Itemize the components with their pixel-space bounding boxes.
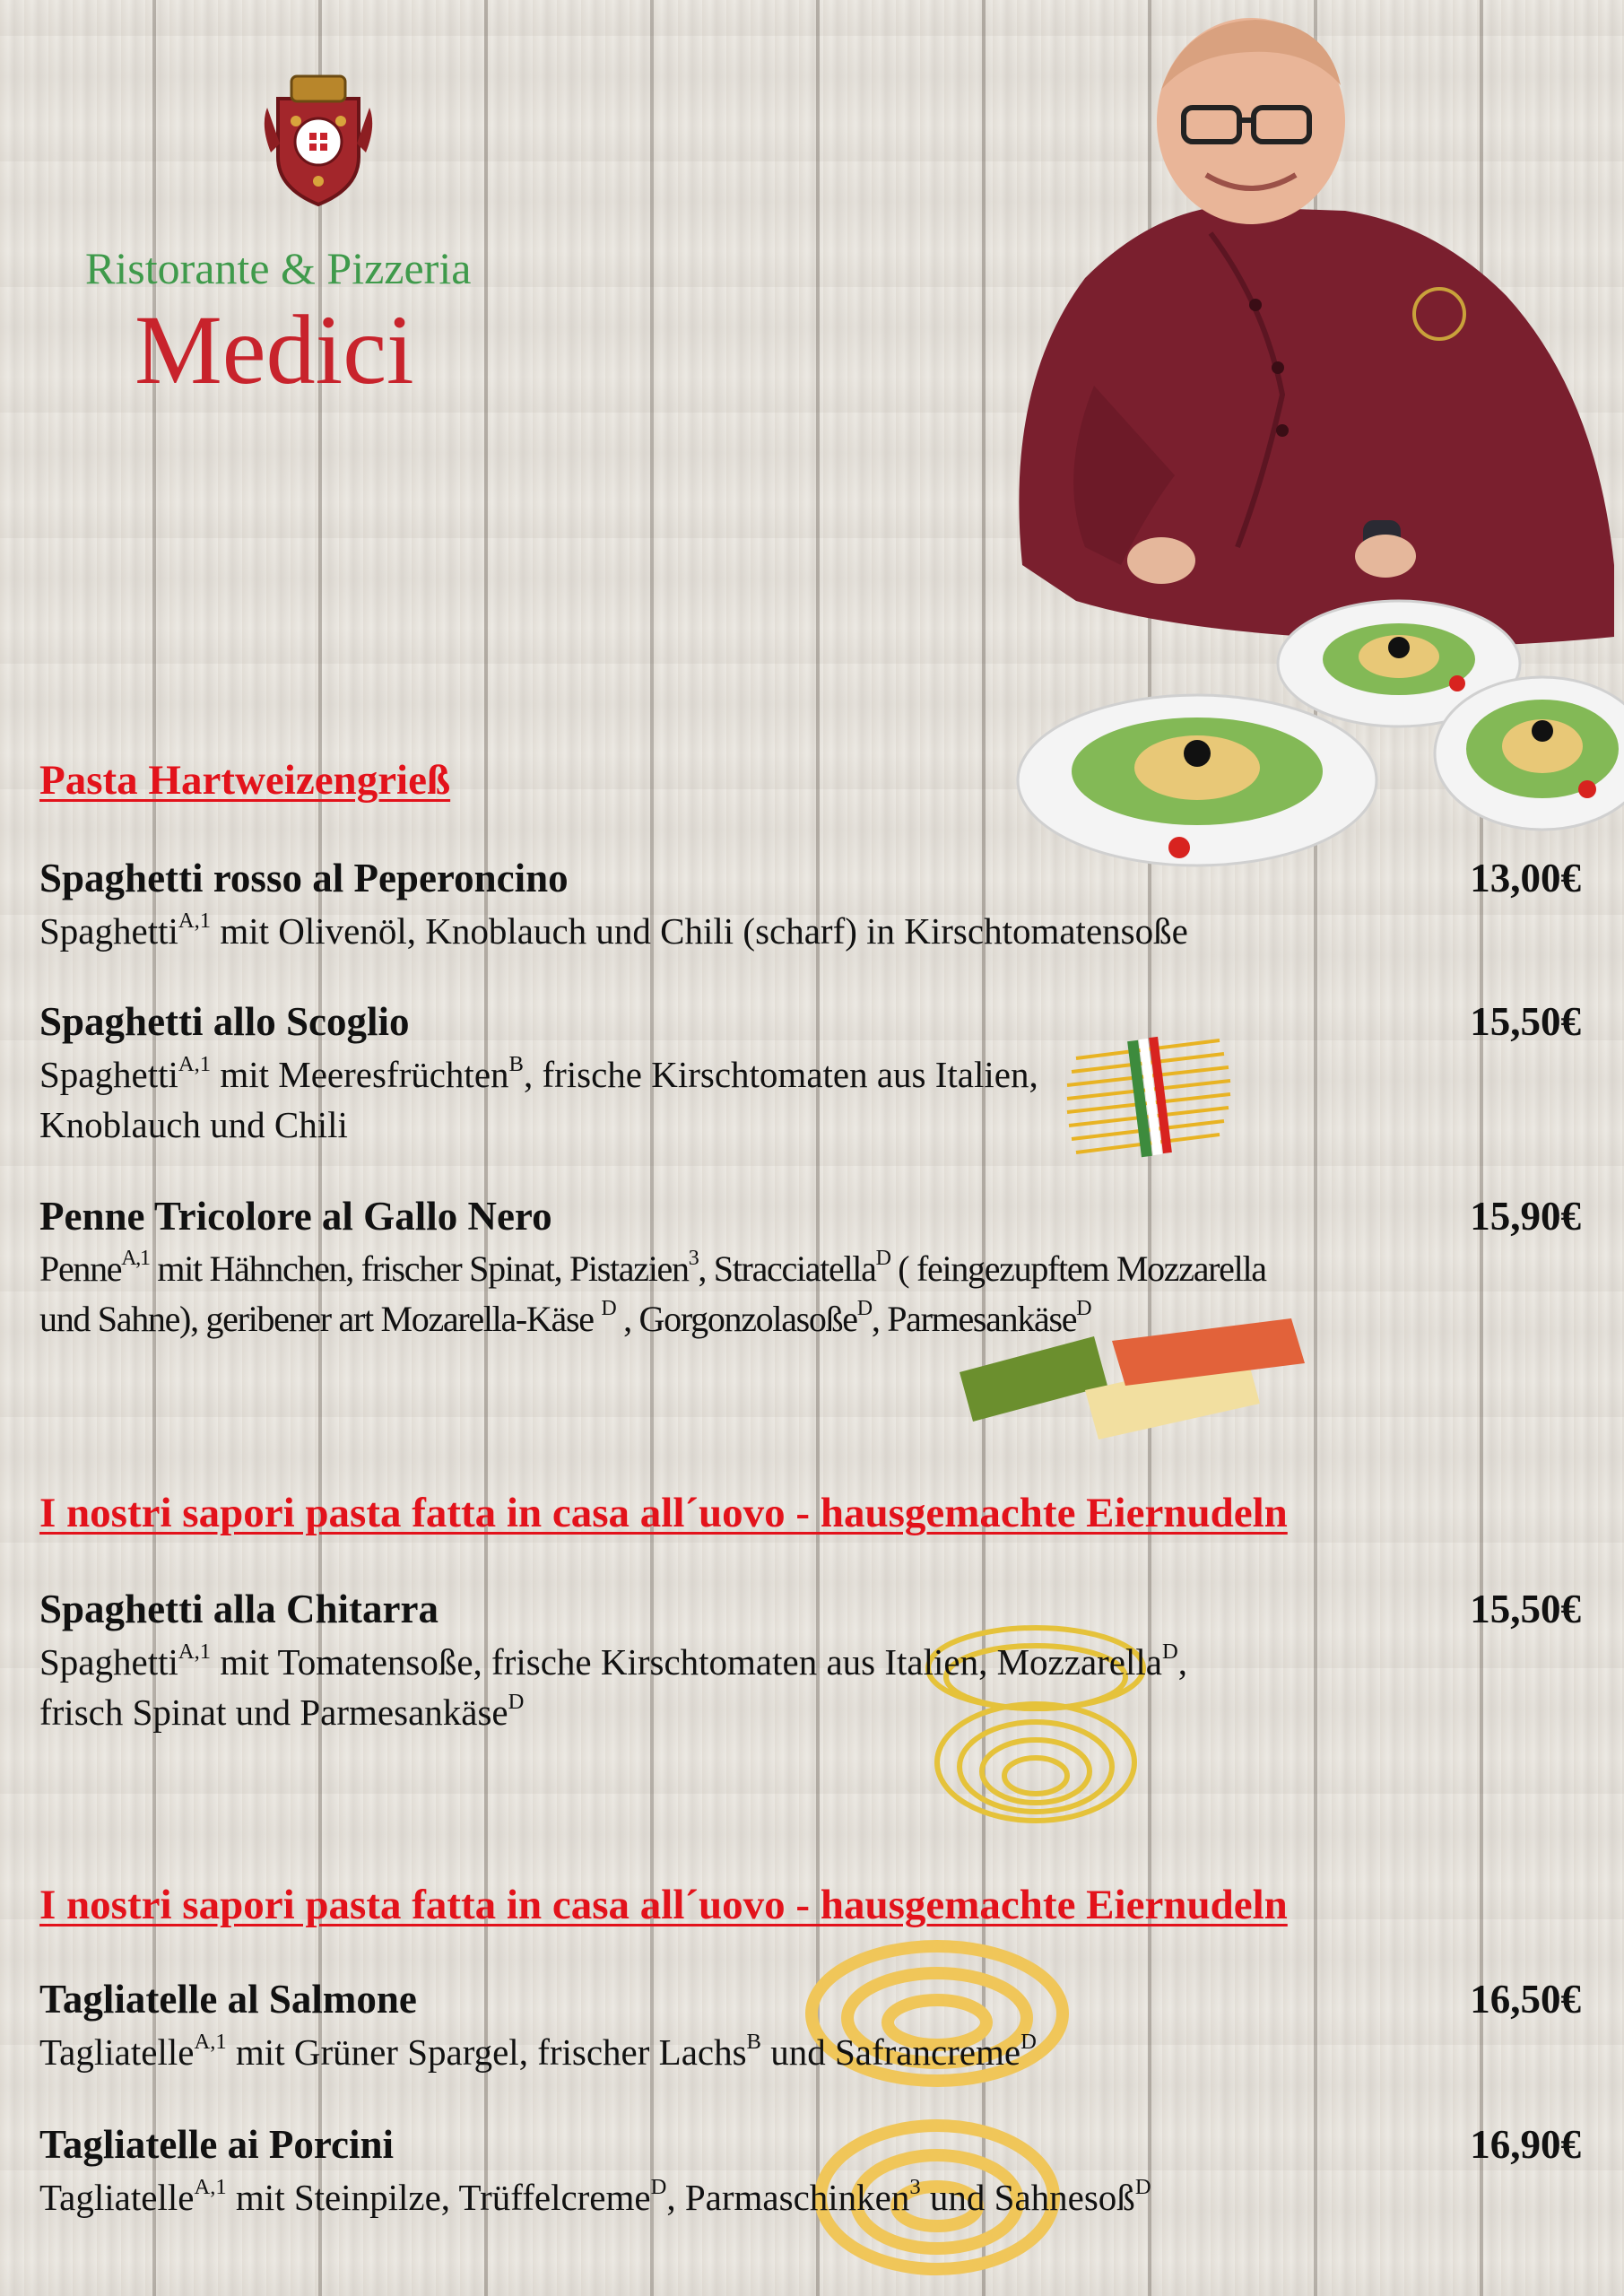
menu-item-name: Penne Tricolore al Gallo Nero xyxy=(39,1194,552,1239)
menu-item-price: 15,50€ xyxy=(1470,999,1581,1044)
section-title: I nostri sapori pasta fatta in casa all´uovo - hausgemachte Eiernudeln xyxy=(39,1490,1288,1536)
menu-item-price: 15,90€ xyxy=(1470,1194,1581,1239)
menu-item-price: 16,90€ xyxy=(1470,2122,1581,2167)
menu-item-description: frisch Spinat und Parmesankäse$^D$ xyxy=(39,1689,525,1733)
menu-item-description: Knoblauch und Chili xyxy=(39,1104,348,1145)
menu-item-price: 16,50€ xyxy=(1470,1977,1581,2022)
menu-item-name: Spaghetti rosso al Peperoncino xyxy=(39,856,569,900)
menu-item-name: Spaghetti allo Scoglio xyxy=(39,999,410,1044)
menu-item-description: Tagliatelle$^{A,1}$ mit Grüner Spargel, frischer Lachs$^B$ und Safrancreme$^D$ xyxy=(39,2029,1037,2073)
section-title: Pasta Hartweizengrieß xyxy=(39,757,451,804)
menu-item-description: Spaghetti$^{A,1}$ mit Olivenöl, Knoblauch und Chili (scharf) in Kirschtomatensoße xyxy=(39,908,1188,952)
menu-item-price: 13,00€ xyxy=(1470,856,1581,900)
menu-item-description: Penne$^{A,1}$ mit Hähnchen, frischer Spinat, Pistazien$^3$, Stracciatella$^D$ ( feingezupftem Mozzarella xyxy=(39,1247,1266,1289)
medici-crest-icon xyxy=(260,72,377,206)
section-title: I nostri sapori pasta fatta in casa all´uovo - hausgemachte Eiernudeln xyxy=(39,1882,1288,1928)
spaghetti-bundle-icon xyxy=(1040,1022,1246,1184)
menu-item-description: Spaghetti$^{A,1}$ mit Meeresfrüchten$^B$, frische Kirschtomaten aus Italien, xyxy=(39,1051,1038,1095)
menu-item-name: Spaghetti alla Chitarra xyxy=(39,1587,439,1631)
menu-item-price: 15,50€ xyxy=(1470,1587,1581,1631)
restaurant-logo xyxy=(63,72,565,448)
menu-item-description: Spaghetti$^{A,1}$ mit Tomatensoße, frische Kirschtomaten aus Italien, Mozzarella$^D$, xyxy=(39,1639,1187,1683)
menu-item-name: Tagliatelle ai Porcini xyxy=(39,2122,394,2167)
logo-subtitle: Ristorante & Pizzeria xyxy=(85,243,472,293)
menu-item-description: Tagliatelle$^{A,1}$ mit Steinpilze, Trüffelcreme$^D$, Parmaschinken$^3$ und Sahnesoß$^D$ xyxy=(39,2174,1151,2218)
logo-name: Medici xyxy=(135,295,414,404)
tagliatelle-nest-icon xyxy=(789,1928,1085,2287)
menu-item-description: und Sahne), geribener art Mozarella-Käse $^D$ , Gorgonzolasoße$^D$, Parmesankäse$^D$ xyxy=(39,1297,1091,1339)
chef-photo xyxy=(968,9,1624,888)
menu-item-name: Tagliatelle al Salmone xyxy=(39,1977,417,2022)
